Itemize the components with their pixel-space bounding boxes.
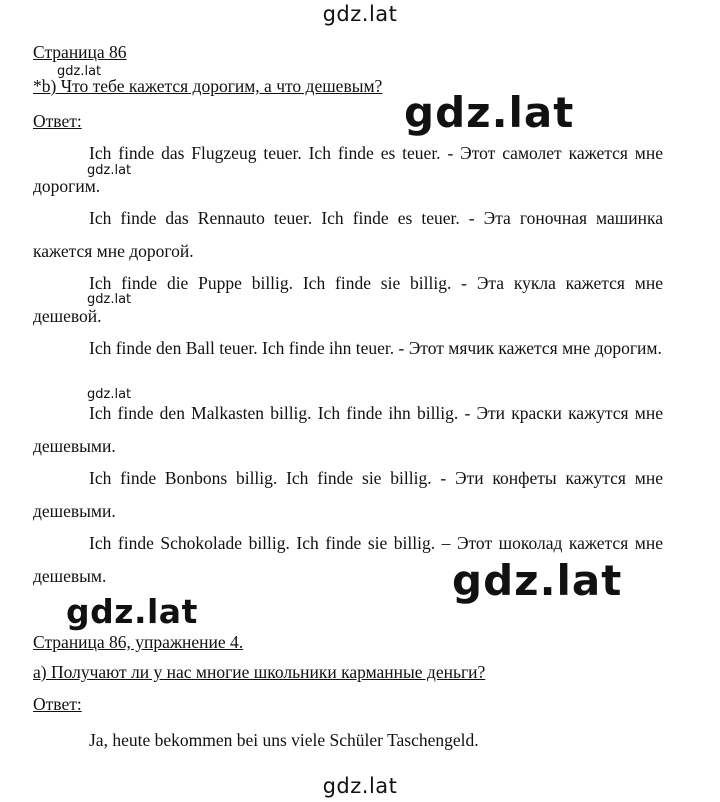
question-a: a) Получают ли у нас многие школьники карманные деньги? xyxy=(33,662,486,682)
answer-paragraph-5: Ich finde den Malkasten billig. Ich finde ihn billig. - Эти краски кажутся мне дешевыми. xyxy=(33,403,663,456)
watermark-bottom: gdz.lat xyxy=(322,774,398,798)
answer-paragraph-2: Ich finde das Rennauto teuer. Ich finde es teuer. - Эта гоночная машинка кажется мне дорогой. xyxy=(33,208,663,261)
watermark-small-1: gdz.lat xyxy=(57,64,102,79)
watermark-small-2: gdz.lat xyxy=(87,163,132,178)
answer-paragraph-4: Ich finde den Ball teuer. Ich finde ihn teuer. - Этот мячик кажется мне дорогим. xyxy=(89,338,662,358)
answer-exercise-4: Ja, heute bekommen bei uns viele Schüler Taschengeld. xyxy=(89,730,479,750)
answer-paragraph-6: Ich finde Bonbons billig. Ich finde sie billig. - Эти конфеты кажутся мне дешевыми. xyxy=(33,468,663,521)
answer-label: Ответ: xyxy=(33,111,82,131)
watermark-big-2: gdz.lat xyxy=(452,556,623,605)
watermark-mid-1: gdz.lat xyxy=(66,592,198,631)
watermark-small-4: gdz.lat xyxy=(87,387,132,402)
question-b: *b) Что тебе кажется дорогим, а что дешевым? xyxy=(33,76,383,96)
answer-paragraph-7: Ich finde Schokolade billig. Ich finde sie billig. – Этот шоколад кажется мне дешевым. xyxy=(33,533,663,586)
page-heading: Страница 86 xyxy=(33,42,127,62)
answer-label-2: Ответ: xyxy=(33,694,82,714)
answer-paragraph-3: Ich finde die Puppe billig. Ich finde sie billig. - Эта кукла кажется мне дешевой. xyxy=(33,273,663,326)
answer-paragraph-1: Ich finde das Flugzeug teuer. Ich finde es teuer. - Этот самолет кажется мне дорогим. xyxy=(33,143,663,196)
watermark-small-3: gdz.lat xyxy=(87,292,132,307)
watermark-big-1: gdz.lat xyxy=(404,88,575,137)
exercise-4-heading: Страница 86, упражнение 4. xyxy=(33,632,244,652)
watermark-top: gdz.lat xyxy=(322,2,398,26)
